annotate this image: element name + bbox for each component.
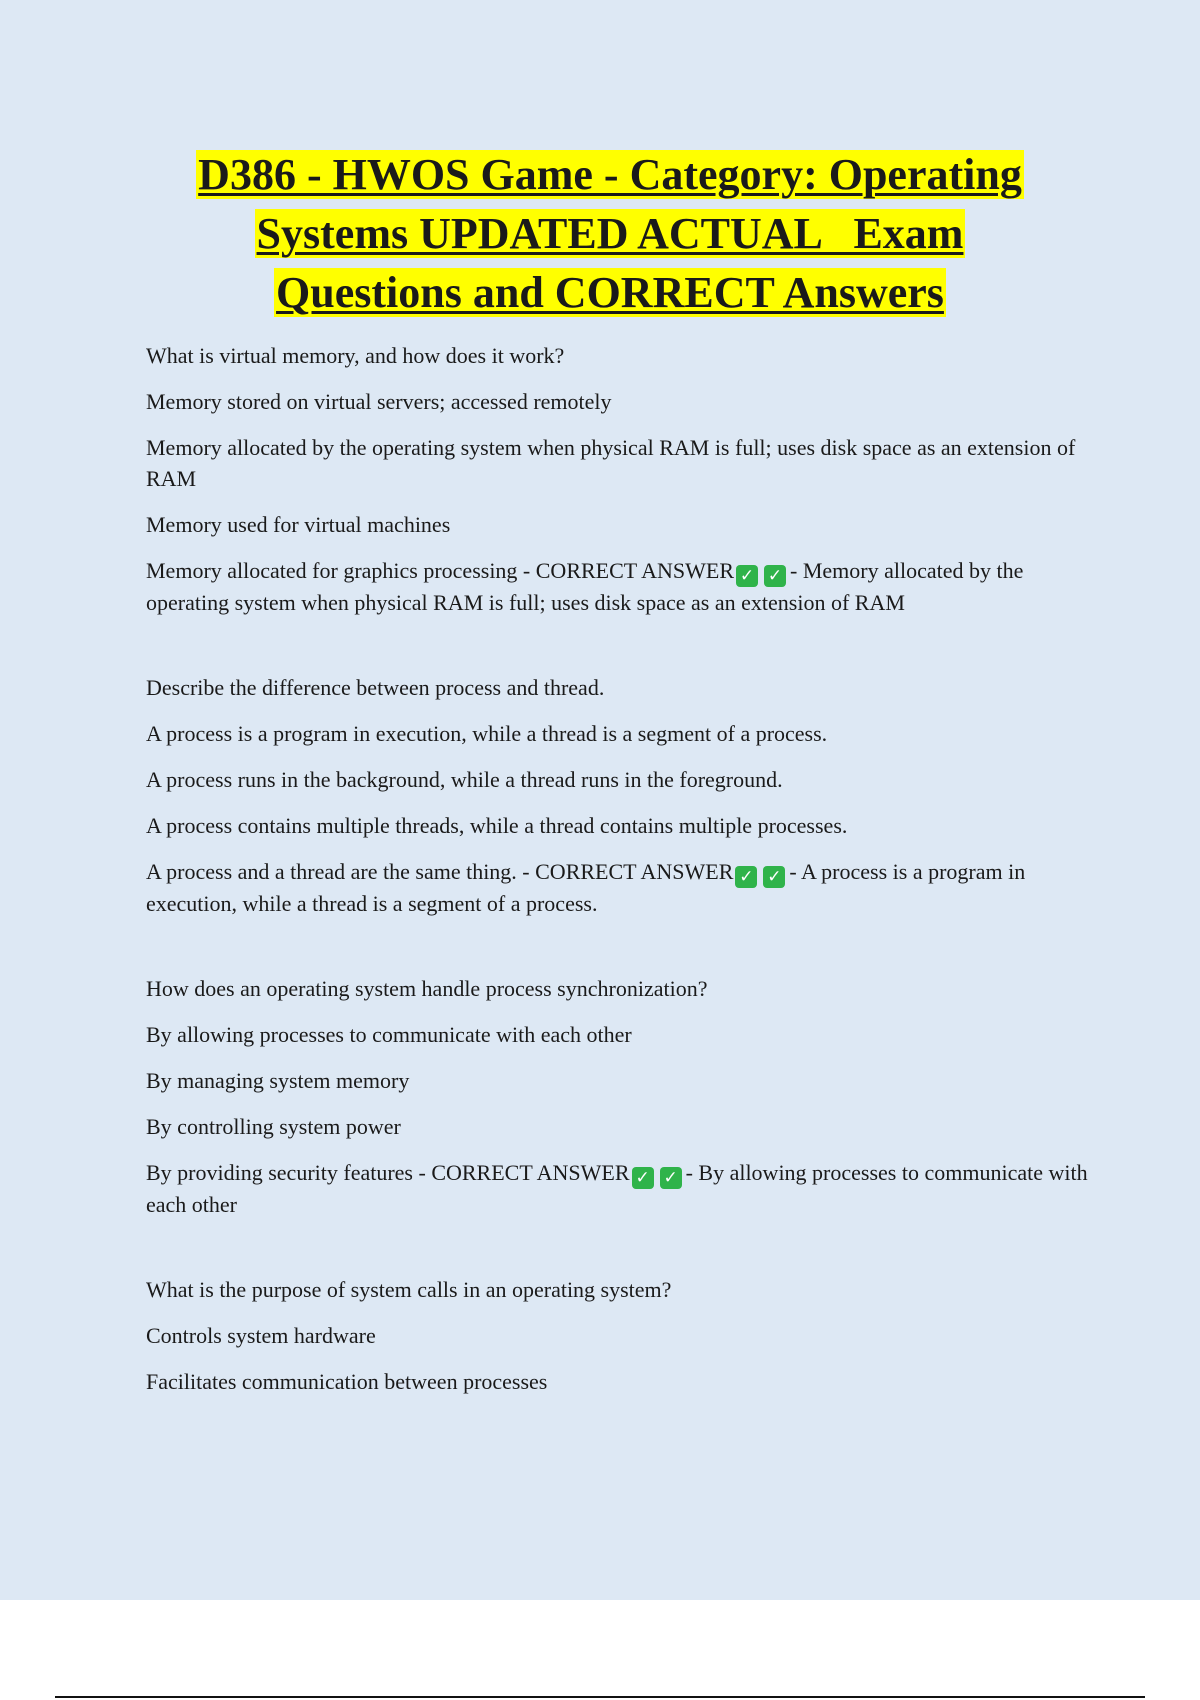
answer-option: Memory allocated for graphics processing - CORRECT ANSWER	[146, 558, 734, 583]
check-mark-icon: ✓	[735, 866, 757, 888]
question-block-4	[146, 1274, 1096, 1397]
answer-option: Facilitates communication between processes	[146, 1369, 548, 1394]
question-text: How does an operating system handle process synchronization?	[146, 976, 708, 1001]
check-mark-icon: ✓	[736, 565, 758, 587]
question-block-2	[146, 672, 1096, 919]
answer-option: By providing security features - CORRECT ANSWER	[146, 1160, 630, 1185]
answer-option: Memory used for virtual machines	[146, 512, 451, 537]
answer-option: A process and a thread are the same thing. - CORRECT ANSWER	[146, 859, 734, 884]
answer-option: By allowing processes to communicate with each other	[146, 1022, 632, 1047]
answer-option: A process runs in the background, while a thread runs in the foreground.	[146, 767, 783, 792]
answer-option: Memory allocated by the operating system when physical RAM is full; uses disk space as an extension of RAM	[146, 435, 1076, 491]
answer-option: Controls system hardware	[146, 1323, 376, 1348]
check-mark-icon: ✓	[764, 565, 786, 587]
correct-answer-line	[146, 555, 1096, 618]
title-line-2: Systems UPDATED ACTUAL Exam	[256, 209, 964, 258]
question-text: What is virtual memory, and how does it work?	[146, 343, 565, 368]
answer-option: By managing system memory	[146, 1068, 410, 1093]
check-mark-icon: ✓	[632, 1167, 654, 1189]
question-list	[146, 340, 1096, 1451]
correct-answer-text: - By allowing processes to communicate with each other	[146, 1160, 1088, 1217]
answer-option: Memory stored on virtual servers; accessed remotely	[146, 389, 612, 414]
answer-option: A process contains multiple threads, while a thread contains multiple processes.	[146, 813, 848, 838]
answer-option: By controlling system power	[146, 1114, 401, 1139]
correct-answer-text: - Memory allocated by the operating system when physical RAM is full; uses disk space as an extension of RAM	[146, 558, 1024, 615]
correct-answer-line	[146, 1157, 1096, 1220]
title-line-1: D386 - HWOS Game - Category: Operating	[198, 150, 1022, 199]
question-text: What is the purpose of system calls in an operating system?	[146, 1277, 672, 1302]
check-mark-icon: ✓	[763, 866, 785, 888]
document-title	[140, 145, 1080, 322]
question-block-1	[146, 340, 1096, 618]
check-mark-icon: ✓	[660, 1167, 682, 1189]
title-line-3: Questions and CORRECT Answers	[276, 268, 944, 317]
correct-answer-line	[146, 856, 1096, 919]
correct-answer-text: - A process is a program in execution, while a thread is a segment of a process.	[146, 859, 1026, 916]
question-text: Describe the difference between process and thread.	[146, 675, 605, 700]
question-block-3	[146, 973, 1096, 1220]
answer-option: A process is a program in execution, while a thread is a segment of a process.	[146, 721, 828, 746]
footer-divider	[55, 1696, 1145, 1698]
